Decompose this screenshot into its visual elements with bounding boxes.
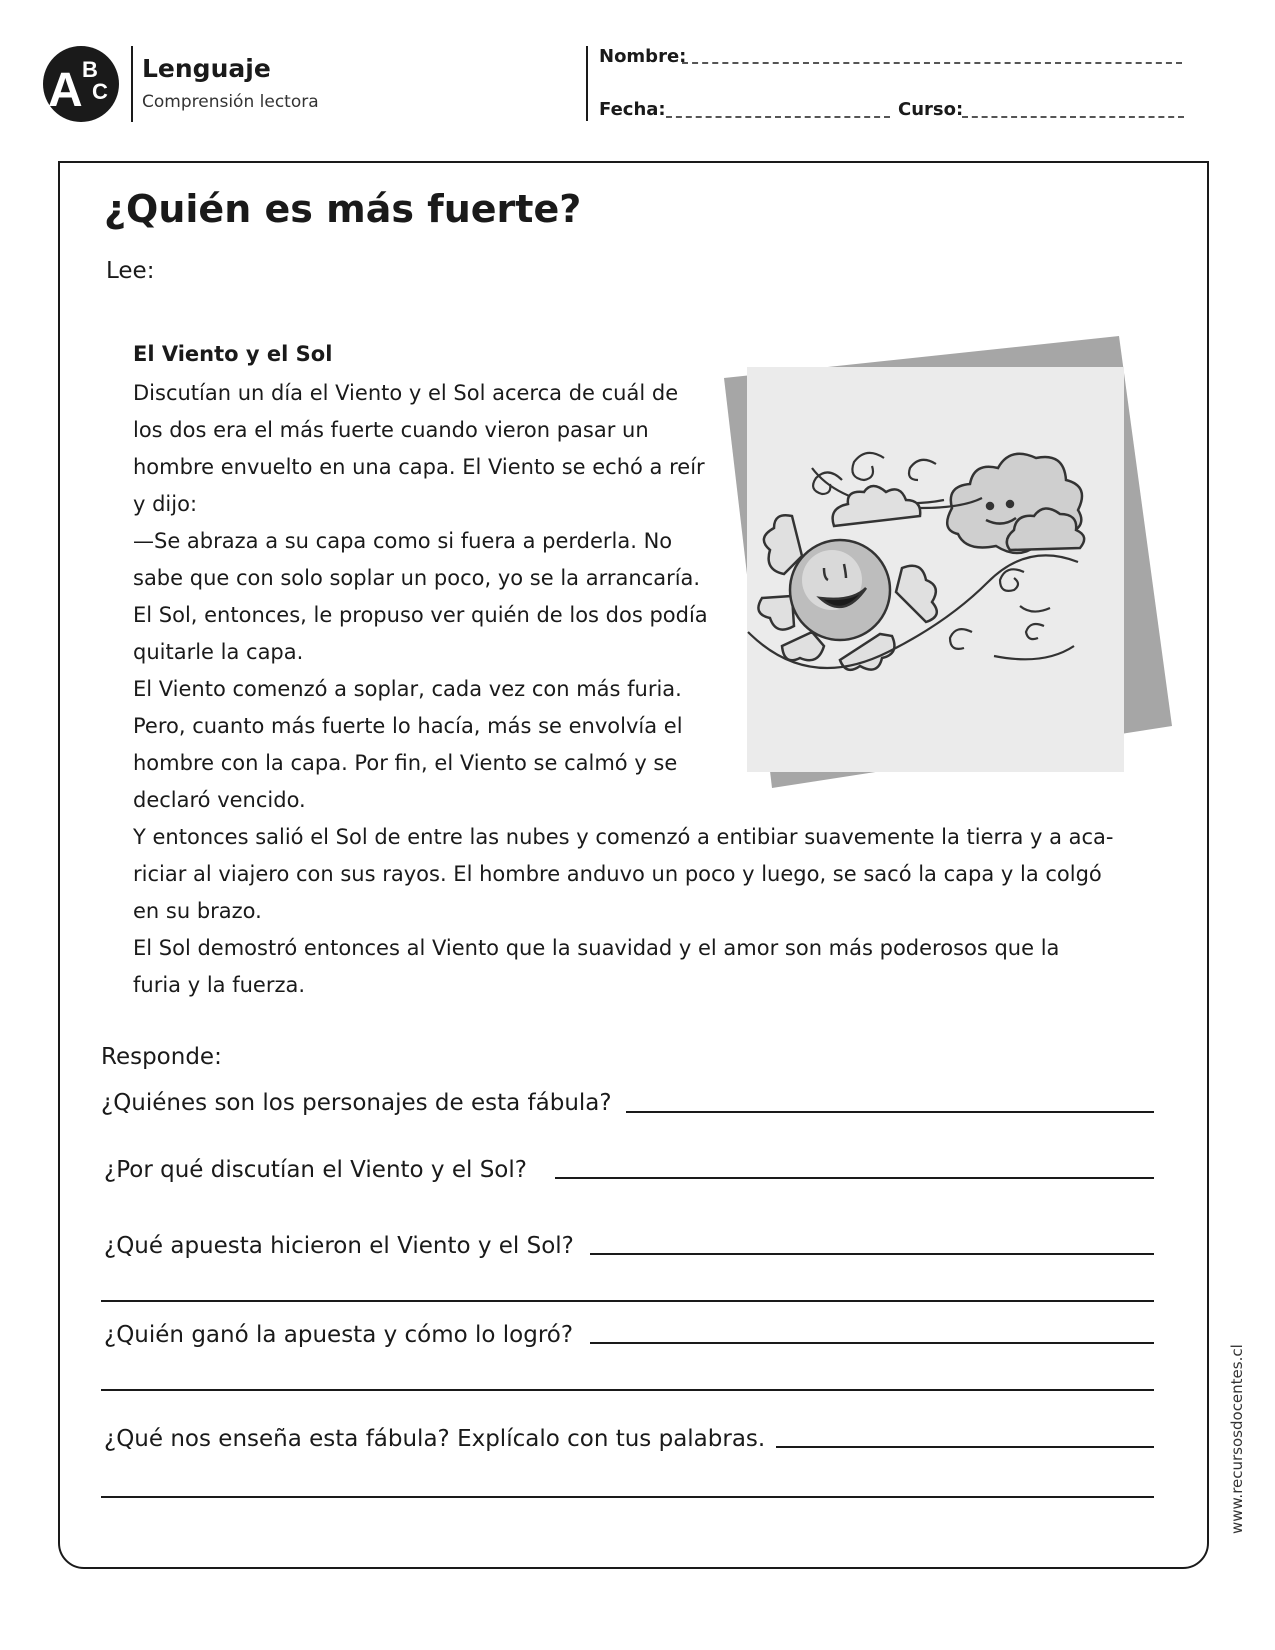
question-5: ¿Qué nos enseña esta fábula? Explícalo con tus palabras. xyxy=(104,1426,766,1452)
question-3: ¿Qué apuesta hicieron el Viento y el Sol? xyxy=(104,1233,574,1259)
story-line: —Se abraza a su capa como si fuera a perderla. No xyxy=(133,529,673,553)
answer-line-1[interactable] xyxy=(626,1111,1154,1113)
sun-wind-illustration xyxy=(724,336,1172,794)
story-line: hombre con la capa. Por fin, el Viento se calmó y se xyxy=(133,751,678,775)
logo-letter-a: A xyxy=(48,64,83,117)
answer-line-4b[interactable] xyxy=(101,1389,1154,1391)
story-line: declaró vencido. xyxy=(133,788,306,812)
answer-line-3[interactable] xyxy=(590,1253,1154,1255)
story-line: El Sol demostró entonces al Viento que la suavidad y el amor son más poderosos que la xyxy=(133,936,1060,960)
story-line: El Sol, entonces, le propuso ver quién de los dos podía xyxy=(133,603,708,627)
story-line: en su brazo. xyxy=(133,899,262,923)
answer-line-4[interactable] xyxy=(590,1342,1154,1344)
header-divider xyxy=(131,46,133,122)
answer-line-5[interactable] xyxy=(776,1446,1154,1448)
subject-subtitle: Comprensión lectora xyxy=(142,92,319,112)
story-line: El Viento comenzó a soplar, cada vez con más furia. xyxy=(133,677,682,701)
story-title: El Viento y el Sol xyxy=(133,342,333,366)
story-line: Pero, cuanto más fuerte lo hacía, más se envolvía el xyxy=(133,714,683,738)
course-field[interactable] xyxy=(962,116,1184,118)
answer-line-2[interactable] xyxy=(555,1177,1154,1179)
website-link[interactable]: www.recursosdocentes.cl xyxy=(1228,1344,1246,1534)
name-label: Nombre: xyxy=(599,46,687,67)
subject-title: Lenguaje xyxy=(142,54,271,83)
story-line: Y entonces salió el Sol de entre las nubes y comenzó a entibiar suavemente la tierra y a aca- xyxy=(133,825,1114,849)
read-instruction: Lee: xyxy=(106,258,155,284)
page-title: ¿Quién es más fuerte? xyxy=(104,187,582,231)
question-2: ¿Por qué discutían el Viento y el Sol? xyxy=(104,1157,527,1183)
question-1: ¿Quiénes son los personajes de esta fábula? xyxy=(101,1090,612,1116)
course-label: Curso: xyxy=(898,99,964,120)
answer-line-3b[interactable] xyxy=(101,1300,1154,1302)
form-divider xyxy=(586,46,588,121)
name-field[interactable] xyxy=(682,62,1182,64)
story-line: y dijo: xyxy=(133,492,198,516)
story-line: riciar al viajero con sus rayos. El hombre anduvo un poco y luego, se sacó la capa y la colgó xyxy=(133,862,1102,886)
logo-letter-b: B xyxy=(82,57,98,82)
story-line: los dos era el más fuerte cuando vieron pasar un xyxy=(133,418,649,442)
abc-logo-icon xyxy=(42,45,120,123)
date-field[interactable] xyxy=(666,116,890,118)
question-4: ¿Quién ganó la apuesta y cómo lo logró? xyxy=(104,1322,574,1348)
answer-line-5b[interactable] xyxy=(101,1496,1154,1498)
respond-instruction: Responde: xyxy=(101,1044,222,1070)
story-line: furia y la fuerza. xyxy=(133,973,306,997)
story-line: quitarle la capa. xyxy=(133,640,304,664)
date-label: Fecha: xyxy=(599,99,666,120)
logo-letter-c: C xyxy=(92,79,108,104)
story-line: sabe que con solo soplar un poco, yo se la arrancaría. xyxy=(133,566,701,590)
story-line: Discutían un día el Viento y el Sol acerca de cuál de xyxy=(133,381,679,405)
story-line: hombre envuelto en una capa. El Viento se echó a reír xyxy=(133,455,705,479)
